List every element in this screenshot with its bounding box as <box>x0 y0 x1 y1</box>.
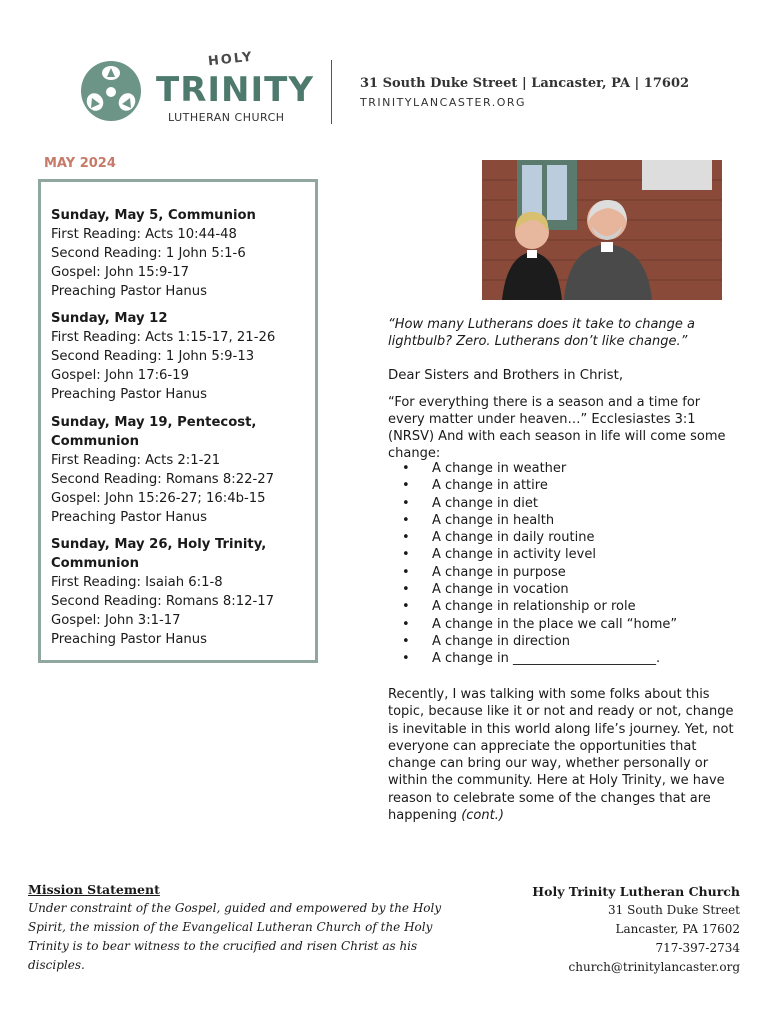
list-item-text: A change in attire <box>432 478 548 494</box>
list-item-text: A change in diet <box>432 495 538 511</box>
mission-text: Under constraint of the Gospel, guided and empowered by the Holy Spirit, the mission of the Evangelical Lutheran Church of the Holy Trinity is to bear witness to the crucified and risen Christ as his disciples. <box>28 901 442 972</box>
change-list <box>402 460 742 668</box>
bullet-icon: • <box>402 582 410 598</box>
bullet-icon: • <box>402 599 410 615</box>
reading-line: First Reading: Acts 10:44-48 <box>51 227 237 242</box>
reading-line: Preaching Pastor Hanus <box>51 387 207 402</box>
reading-heading: Sunday, May 19, Pentecost, Communion <box>51 415 257 449</box>
list-item <box>402 633 742 650</box>
list-item <box>402 650 742 667</box>
bullet-icon: • <box>402 512 410 528</box>
contact-name: Holy Trinity Lutheran Church <box>532 884 740 899</box>
list-item-text: A change in weather <box>432 461 567 476</box>
list-item-text: A change in ______________________. <box>432 651 661 667</box>
letter-body <box>388 686 734 824</box>
list-item-text: A change in direction <box>432 633 570 649</box>
org-subtitle: LUTHERAN CHURCH <box>168 111 285 124</box>
reading-line: Second Reading: 1 John 5:1-6 <box>51 246 246 261</box>
pastors-photo <box>482 160 722 300</box>
issue-date: MAY 2024 <box>44 156 116 171</box>
bullet-icon: • <box>402 530 410 546</box>
reading-line: Gospel: John 17:6-19 <box>51 368 189 383</box>
bullet-icon: • <box>402 547 410 563</box>
trinity-logo-icon <box>80 58 142 124</box>
reading-line: Preaching Pastor Hanus <box>51 632 207 647</box>
list-item <box>402 495 742 512</box>
bullet-icon: • <box>402 478 410 494</box>
contact-street: 31 South Duke Street <box>608 903 740 917</box>
reading-heading: Sunday, May 12 <box>51 311 168 326</box>
header-website: TRINITYLANCASTER.ORG <box>360 96 527 109</box>
reading-line: Second Reading: Romans 8:22-27 <box>51 472 275 487</box>
bullet-icon: • <box>402 461 410 476</box>
reading-line: First Reading: Isaiah 6:1-8 <box>51 575 223 590</box>
header-divider <box>331 60 332 124</box>
reading-heading: Sunday, May 26, Holy Trinity, Communion <box>51 537 267 571</box>
bullet-icon: • <box>402 564 410 580</box>
reading-line: Preaching Pastor Hanus <box>51 284 207 299</box>
mission-title: Mission Statement <box>28 882 160 897</box>
reading-line: First Reading: Acts 1:15-17, 21-26 <box>51 330 276 345</box>
list-item <box>402 512 742 529</box>
list-item-text: A change in purpose <box>432 564 566 580</box>
bullet-icon: • <box>402 616 410 632</box>
list-item-text: A change in health <box>432 512 555 528</box>
reading-heading: Sunday, May 5, Communion <box>51 208 256 223</box>
list-item <box>402 529 742 546</box>
list-item <box>402 477 742 494</box>
contact-block <box>532 882 740 977</box>
letter-intro: “For everything there is a season and a time for every matter under heaven…” Ecclesiastes 3:1 (NRSV) And with each season in life will come some change: <box>388 395 726 461</box>
reading-line: Gospel: John 15:26-27; 16:4b-15 <box>51 491 266 506</box>
letter-quote: “How many Lutherans does it take to change a lightbulb? Zero. Lutherans don’t like change.” <box>388 317 695 349</box>
list-item <box>402 460 742 477</box>
reading-line: First Reading: Acts 2:1-21 <box>51 453 221 468</box>
reading-line: Second Reading: Romans 8:12-17 <box>51 594 275 609</box>
contact-email: church@trinitylancaster.org <box>568 960 740 974</box>
continued-marker: (cont.) <box>461 808 504 824</box>
org-name: TRINITY <box>156 70 314 110</box>
reading-line: Preaching Pastor Hanus <box>51 510 207 525</box>
readings-box <box>38 179 318 663</box>
list-item-text: A change in daily routine <box>432 530 595 546</box>
reading-group <box>51 535 313 649</box>
reading-line: Second Reading: 1 John 5:9-13 <box>51 349 255 364</box>
list-item-text: A change in activity level <box>432 547 596 563</box>
reading-group <box>51 309 313 404</box>
list-item-text: A change in relationship or role <box>432 599 636 615</box>
bullet-icon: • <box>402 495 410 511</box>
reading-line: Gospel: John 15:9-17 <box>51 265 189 280</box>
reading-line: Gospel: John 3:1-17 <box>51 613 181 628</box>
list-item <box>402 564 742 581</box>
org-holy-text: HOLY <box>207 49 255 70</box>
contact-phone: 717-397-2734 <box>655 941 740 955</box>
header-address: 31 South Duke Street | Lancaster, PA | 17602 <box>360 76 690 91</box>
list-item-text: A change in the place we call “home” <box>432 616 678 632</box>
reading-group <box>51 206 313 301</box>
contact-city: Lancaster, PA 17602 <box>615 922 740 936</box>
reading-group <box>51 413 313 527</box>
list-item <box>402 598 742 615</box>
bullet-icon: • <box>402 651 410 667</box>
list-item <box>402 616 742 633</box>
bullet-icon: • <box>402 633 410 649</box>
letter-salutation: Dear Sisters and Brothers in Christ, <box>388 368 624 383</box>
list-item-text: A change in vocation <box>432 582 569 598</box>
letter-body-text: Recently, I was talking with some folks about this topic, because like it or not and ready or not, change is inevitable in this world along life’s journey. Yet, not everyone can appreciate the opportunities that change can bring our way, whether personally or within the community. Here at Holy Trinity, we have reason to celebrate some of the changes that are happening <box>388 687 734 824</box>
list-item <box>402 581 742 598</box>
list-item <box>402 546 742 563</box>
